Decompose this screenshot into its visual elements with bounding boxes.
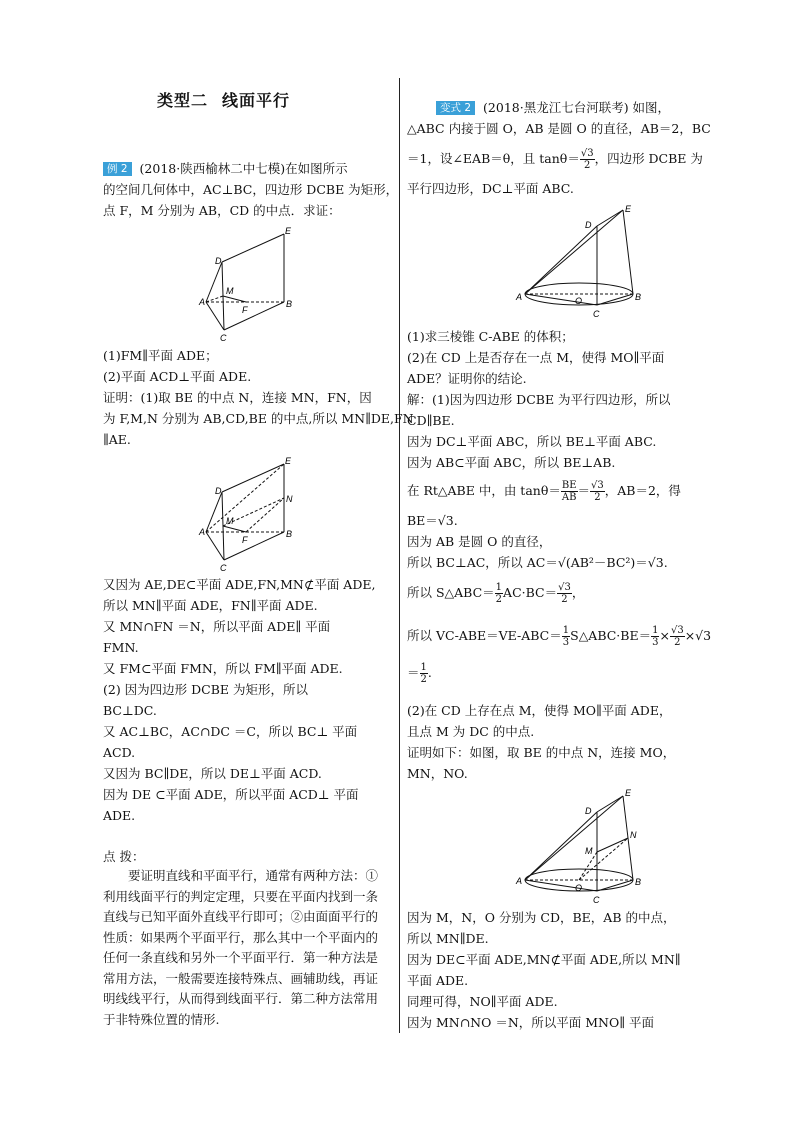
section-title <box>157 88 304 111</box>
proof-line-2: 为 F,M,N 分别为 AB,CD,BE 的中点,所以 MN∥DE,FN <box>103 411 414 426</box>
proof-line-6: 又 MN∩FN ＝N，所以平面 ADE∥ 平面 <box>103 619 331 634</box>
answer-line-4: 因为 AB⊂平面 ABC，所以 BE⊥AB. <box>407 455 616 470</box>
answer-line-8: 所以 BC⊥AC，所以 AC＝√(AB²－BC²)＝√3. <box>407 555 668 570</box>
conclusion-line-1: 因为 M，N，O 分别为 CD，BE，AB 的中点， <box>407 910 676 925</box>
fig1-label-D: D <box>215 256 222 266</box>
proof-line-4: 又因为 AE,DE⊂平面 ADE,FN,MN⊄平面 ADE, <box>103 577 376 592</box>
fig2-label-A: A <box>199 527 206 537</box>
proof-line-7: FMN. <box>103 640 139 655</box>
fig1-label-E: E <box>285 226 292 236</box>
fig1-label-M: M <box>226 286 234 296</box>
fig1-label-A: A <box>199 297 206 307</box>
section-name: 线面平行 <box>222 91 291 110</box>
fig4-label-N: N <box>630 830 637 840</box>
answer-part2-line-3: 证明如下：如图，取 BE 的中点 N，连接 MO， <box>407 745 676 760</box>
tip-heading: 点 拨： <box>103 849 145 864</box>
fig2-label-F: F <box>242 535 248 545</box>
answer-line-1: 解：(1)因为四边形 DCBE 为平行四边形，所以 <box>407 392 671 407</box>
question-1: (1)FM∥平面 ADE； <box>103 348 218 363</box>
answer-line-6: BE＝√3. <box>407 513 458 528</box>
conclusion-line-3: 因为 DE⊂平面 ADE,MN⊄平面 ADE,所以 MN∥ <box>407 952 681 967</box>
variant-line-3: ＝1，设∠EAB＝θ，且 tanθ＝ $\frac{√3}{2}$ ，四边形 DCBE 为 <box>407 148 703 171</box>
answer-line-2: CD∥BE. <box>407 413 455 428</box>
fig4-label-A: A <box>516 876 523 886</box>
figure-1 <box>196 222 296 348</box>
fig4-label-D: D <box>585 806 592 816</box>
variant-line-1: 变式 2 (2018·黑龙江七台河联考) 如图， <box>436 97 670 118</box>
fig1-label-F: F <box>242 305 248 315</box>
proof-line-14: 因为 DE ⊂平面 ADE，所以平面 ACD⊥ 平面 <box>103 787 359 802</box>
answer-part2-line-1: (2)在 CD 上存在点 M，使得 MO∥平面 ADE， <box>407 703 672 718</box>
figure-3 <box>513 200 643 326</box>
answer-part2-line-4: MN，NO. <box>407 766 468 781</box>
figure-2 <box>196 452 296 578</box>
proof-line-3: ∥AE. <box>103 432 131 447</box>
variant-line-4: 平行四边形，DC⊥平面 ABC. <box>407 181 574 196</box>
variant-question-1: (1)求三棱锥 C-ABE 的体积； <box>407 329 574 344</box>
variant-question-2: (2)在 CD 上是否存在一点 M，使得 MO∥平面 <box>407 350 665 365</box>
fig2-label-E: E <box>285 456 292 466</box>
example-line-1: 例 2 (2018·陕西榆林二中七模)在如图所示 <box>103 158 348 179</box>
fig4-label-E: E <box>625 788 632 798</box>
conclusion-line-6: 因为 MN∩NO ＝N，所以平面 MNO∥ 平面 <box>407 1015 654 1030</box>
conclusion-line-2: 所以 MN∥DE. <box>407 931 489 946</box>
fig2-label-D: D <box>215 486 222 496</box>
proof-line-1: 证明：(1)取 BE 的中点 N，连接 MN，FN，因 <box>103 390 372 405</box>
proof-line-11: 又 AC⊥BC，AC∩DC ＝C，所以 BC⊥ 平面 <box>103 724 358 739</box>
fig1-label-C: C <box>220 333 227 343</box>
fig4-label-C: C <box>593 895 600 905</box>
proof-line-9: (2) 因为四边形 DCBE 为矩形，所以 <box>103 682 309 697</box>
proof-line-8: 又 FM⊂平面 FMN，所以 FM∥平面 ADE. <box>103 661 343 676</box>
answer-line-11: ＝ $\frac{1}{2}$ . <box>407 662 432 685</box>
answer-part2-line-2: 且点 M 为 DC 的中点. <box>407 724 535 739</box>
answer-line-9: 所以 S△ABC＝ $\frac{1}{2}$ AC·BC＝ $\frac{√3}{2}$ ， <box>407 582 585 605</box>
fig3-label-C: C <box>593 309 600 319</box>
figure-4 <box>513 784 643 910</box>
answer-line-10: 所以 VC-ABE＝VE-ABC＝ $\frac{1}{3}$ S△ABC·BE＝ $\frac{1}{3}$ × $\frac{√3}{2}$ ×√3 <box>407 625 712 648</box>
question-2: (2)平面 ACD⊥平面 ADE. <box>103 369 252 384</box>
fig4-label-M: M <box>585 846 593 856</box>
conclusion-line-4: 平面 ADE. <box>407 973 469 988</box>
fig2-label-N: N <box>286 494 293 504</box>
example-line-2: 的空间几何体中，AC⊥BC，四边形 DCBE 为矩形， <box>103 182 399 197</box>
answer-line-3: 因为 DC⊥平面 ABC，所以 BE⊥平面 ABC. <box>407 434 657 449</box>
column-divider <box>399 78 400 1033</box>
fig1-label-B: B <box>286 299 293 309</box>
fig3-label-B: B <box>635 292 642 302</box>
proof-line-15: ADE. <box>103 808 136 823</box>
proof-line-12: ACD. <box>103 745 136 760</box>
example-tag: 例 2 <box>103 162 132 176</box>
proof-line-10: BC⊥DC. <box>103 703 157 718</box>
variant-line-2: △ABC 内接于圆 O，AB 是圆 O 的直径，AB＝2，BC <box>407 121 711 136</box>
section-part: 类型二 <box>157 91 209 110</box>
fig2-label-M: M <box>226 516 234 526</box>
fig2-label-B: B <box>286 529 293 539</box>
fig3-label-D: D <box>585 220 592 230</box>
answer-line-5: 在 Rt△ABE 中，由 tanθ＝ $\frac{BE}{AB}$ ＝ $\frac{√3}{2}$ ，AB＝2，得 <box>407 480 681 503</box>
proof-line-13: 又因为 BC∥DE，所以 DE⊥平面 ACD. <box>103 766 322 781</box>
fig3-label-A: A <box>516 292 523 302</box>
example-line-3: 点 F，M 分别为 AB，CD 的中点．求证： <box>103 203 341 218</box>
tip-body: 要证明直线和平面平行，通常有两种方法：①利用线面平行的判定定理，只要在平面内找到一条直线与已知平面外直线平行即可；②由面面平行的性质：如果两个平面平行，那么其中一个平面内的任何一条直线和另外一个平面平行．第一种方法是常用方法，一般需要连接特殊点、画辅助线，再证明线线平行，从而得到线面平行．第二种方法常用于非特殊位置的情形. <box>103 868 379 1027</box>
variant-question-2b: ADE？证明你的结论. <box>407 371 527 386</box>
conclusion-line-5: 同理可得，NO∥平面 ADE. <box>407 994 558 1009</box>
fig3-label-O: O <box>575 296 583 306</box>
proof-line-5: 所以 MN∥平面 ADE，FN∥平面 ADE. <box>103 598 318 613</box>
answer-line-7: 因为 AB 是圆 O 的直径， <box>407 534 552 549</box>
fig4-label-O: O <box>575 883 583 893</box>
variant-tag: 变式 2 <box>436 101 475 115</box>
fig3-label-E: E <box>625 204 632 214</box>
fig2-label-C: C <box>220 563 227 573</box>
fig4-label-B: B <box>635 877 642 887</box>
